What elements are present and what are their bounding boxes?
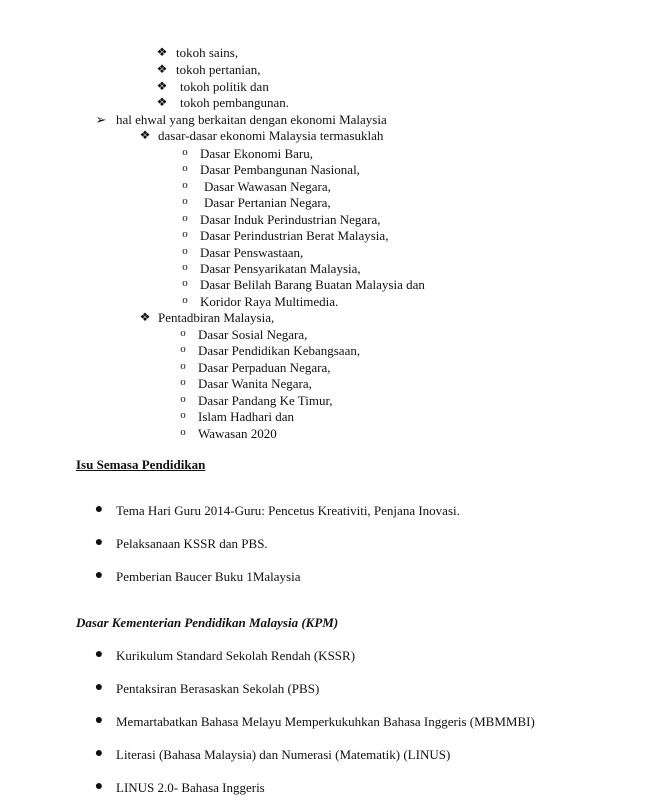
list-item: LINUS 2.0- Bahasa Inggeris xyxy=(116,780,265,795)
list-item: Dasar Wawasan Negara, xyxy=(204,179,331,194)
list-item: Dasar Perpaduan Negara, xyxy=(198,360,331,375)
list-item: Memartabatkan Bahasa Melayu Memperkukuhkan Bahasa Inggeris (MBMMBI) xyxy=(116,714,535,729)
list-item: Dasar Pendidikan Kebangsaan, xyxy=(198,343,361,358)
diamond-bullet-icon: ❖ xyxy=(139,310,151,324)
dot-bullet-icon: ● xyxy=(94,713,104,728)
section-heading-isu: Isu Semasa Pendidikan xyxy=(76,457,206,472)
arrow-bullet-icon: ➢ xyxy=(95,112,107,127)
list-item: Dasar Pandang Ke Timur, xyxy=(198,393,333,408)
list-item: Dasar Penswastaan, xyxy=(200,245,304,260)
dot-bullet-icon: ● xyxy=(94,502,104,517)
list-item: Pentadbiran Malaysia, xyxy=(158,310,275,325)
dot-bullet-icon: ● xyxy=(94,746,104,761)
list-item: Kurikulum Standard Sekolah Rendah (KSSR) xyxy=(116,648,356,663)
list-item: Dasar Belilah Barang Buatan Malaysia dan xyxy=(200,277,425,292)
circle-bullet-icon: o xyxy=(180,393,186,405)
diamond-bullet-icon: ❖ xyxy=(156,45,168,59)
circle-bullet-icon: o xyxy=(182,261,188,273)
list-item: Wawasan 2020 xyxy=(198,426,277,441)
dot-bullet-icon: ● xyxy=(94,779,104,794)
list-item: tokoh pembangunan. xyxy=(180,95,290,110)
list-item: Pemberian Baucer Buku 1Malaysia xyxy=(116,569,301,584)
dot-bullet-icon: ● xyxy=(94,647,104,662)
list-item: tokoh sains, xyxy=(176,45,239,60)
list-item: Dasar Pembangunan Nasional, xyxy=(200,162,360,177)
circle-bullet-icon: o xyxy=(180,360,186,372)
circle-bullet-icon: o xyxy=(182,277,188,289)
list-item: tokoh politik dan xyxy=(180,79,269,94)
circle-bullet-icon: o xyxy=(182,162,188,174)
list-item: tokoh pertanian, xyxy=(176,62,261,77)
list-item: Koridor Raya Multimedia. xyxy=(200,294,339,309)
list-item: Islam Hadhari dan xyxy=(198,409,295,424)
section-heading-kpm: Dasar Kementerian Pendidikan Malaysia (KPM) xyxy=(76,615,339,630)
circle-bullet-icon: o xyxy=(182,212,188,224)
circle-bullet-icon: o xyxy=(182,228,188,240)
circle-bullet-icon: o xyxy=(182,146,188,158)
list-item: dasar-dasar ekonomi Malaysia termasuklah xyxy=(158,128,384,143)
list-item: Pelaksanaan KSSR dan PBS. xyxy=(116,536,268,551)
circle-bullet-icon: o xyxy=(182,195,188,207)
list-item: Dasar Sosial Negara, xyxy=(198,327,308,342)
list-item: Literasi (Bahasa Malaysia) dan Numerasi (Matematik) (LINUS) xyxy=(116,747,451,762)
diamond-bullet-icon: ❖ xyxy=(156,62,168,76)
list-item: Pentaksiran Berasaskan Sekolah (PBS) xyxy=(116,681,320,696)
circle-bullet-icon: o xyxy=(182,294,188,306)
list-item: hal ehwal yang berkaitan dengan ekonomi Malaysia xyxy=(116,112,387,127)
circle-bullet-icon: o xyxy=(182,245,188,257)
list-item: Dasar Ekonomi Baru, xyxy=(200,146,314,161)
dot-bullet-icon: ● xyxy=(94,535,104,550)
list-item: Dasar Pensyarikatan Malaysia, xyxy=(200,261,361,276)
circle-bullet-icon: o xyxy=(180,426,186,438)
circle-bullet-icon: o xyxy=(180,343,186,355)
list-item: Dasar Pertanian Negara, xyxy=(204,195,331,210)
circle-bullet-icon: o xyxy=(180,376,186,388)
list-item: Tema Hari Guru 2014-Guru: Pencetus Kreativiti, Penjana Inovasi. xyxy=(116,503,460,518)
diamond-bullet-icon: ❖ xyxy=(139,128,151,142)
circle-bullet-icon: o xyxy=(182,179,188,191)
circle-bullet-icon: o xyxy=(180,409,186,421)
circle-bullet-icon: o xyxy=(180,327,186,339)
list-item: Dasar Wanita Negara, xyxy=(198,376,312,391)
diamond-bullet-icon: ❖ xyxy=(156,95,168,109)
list-item: Dasar Perindustrian Berat Malaysia, xyxy=(200,228,389,243)
diamond-bullet-icon: ❖ xyxy=(156,79,168,93)
dot-bullet-icon: ● xyxy=(94,680,104,695)
dot-bullet-icon: ● xyxy=(94,568,104,583)
list-item: Dasar Induk Perindustrian Negara, xyxy=(200,212,381,227)
